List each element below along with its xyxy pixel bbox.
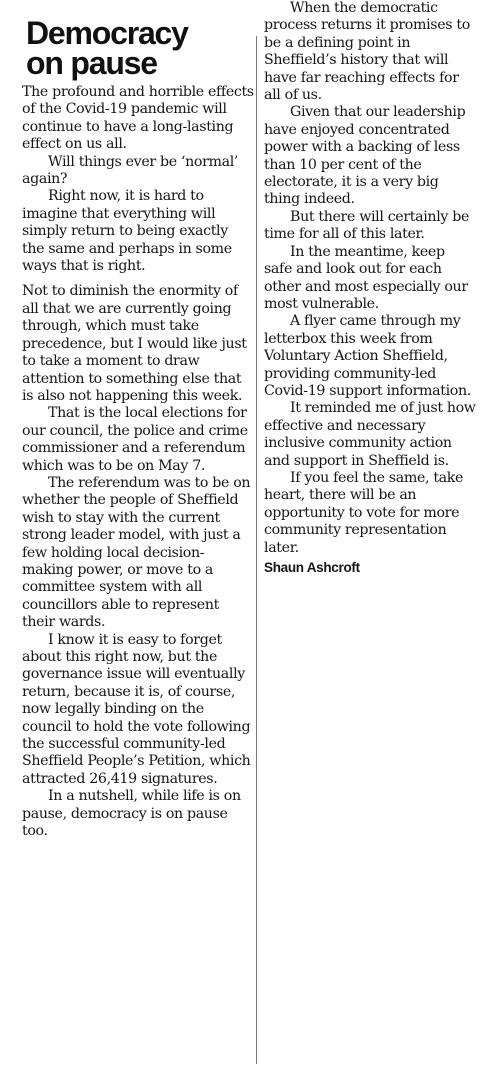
paragraph: Not to diminish the enormity of all that we are currently going through, which must take precedence, but I would like just to take a moment to draw attention to something else that is also not happening this week. (22, 283, 247, 404)
headline-line-1: Democracy (26, 15, 188, 51)
column-divider (256, 36, 257, 1064)
left-column (22, 0, 254, 840)
paragraph: But there will certainly be time for all of this later. (264, 208, 470, 243)
headline (26, 15, 254, 81)
paragraph: When the democratic process returns it promises to be a defining point in Sheffield’s history that will have far reaching effects for all of us. (264, 0, 470, 104)
paragraph: The referendum was to be on whether the people of Sheffield wish to stay with the current strong leader model, with just a few holding local decision-making power, or move to a committee system with all councillors able to represent their wards. (22, 474, 251, 631)
headline-line-2: on pause (26, 45, 157, 81)
paragraph: In a nutshell, while life is on pause, democracy is on pause too. (22, 788, 241, 840)
paragraph: Right now, it is hard to imagine that everything will simply return to being exactly the same and perhaps in some ways that is right. (22, 188, 232, 275)
paragraph: A flyer came through my letterbox this week from Voluntary Action Sheffield, providing community-led Covid-19 support information. (264, 313, 471, 399)
paragraph: In the meantime, keep safe and look out for each other and most especially our most vulnerable. (264, 243, 468, 312)
author-byline: Shaun Ashcroft (264, 560, 360, 575)
paragraph: It reminded me of just how effective and necessary inclusive community action and support in Sheffield is. (264, 400, 476, 469)
paragraph: Given that our leadership have enjoyed concentrated power with a backing of less than 10 per cent of the electorate, it is a very big thing indeed. (264, 104, 466, 208)
paragraph: The profound and horrible effects of the Covid-19 pandemic will continue to have a long-lasting effect on us all. (22, 84, 254, 153)
paragraph: That is the local elections for our council, the police and crime commissioner and a referendum which was to be on May 7. (22, 405, 248, 474)
paragraph: If you feel the same, take heart, there will be an opportunity to vote for more community representation later. (264, 469, 464, 556)
paragraph: I know it is easy to forget about this right now, but the governance issue will eventually return, because it is, of course, now legally binding on the council to hold the vote following the successful community-led Sheffield People’s Petition, which attracted 26,419 signatures. (22, 631, 251, 787)
paragraph: Will things ever be ‘normal’ again? (22, 153, 239, 188)
right-column (264, 0, 476, 576)
